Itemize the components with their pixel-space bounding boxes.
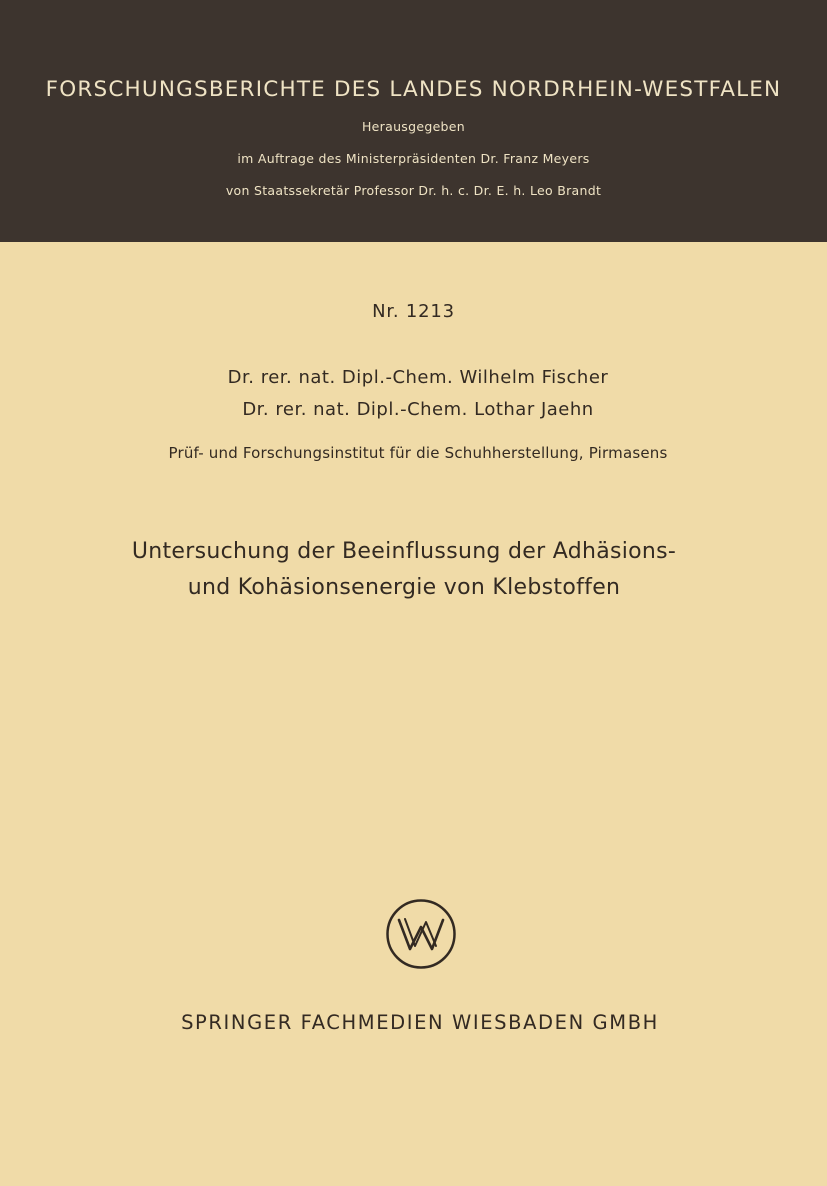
publisher-name: SPRINGER FACHMEDIEN WIESBADEN GMBH bbox=[181, 1011, 659, 1034]
author-2: Dr. rer. nat. Dipl.-Chem. Lothar Jaehn bbox=[242, 399, 594, 420]
publisher-logo-icon bbox=[384, 897, 458, 971]
author-1: Dr. rer. nat. Dipl.-Chem. Wilhelm Fischer bbox=[227, 367, 609, 388]
book-title-line-2: und Kohäsionsenergie von Klebstoffen bbox=[187, 575, 621, 600]
institute: Prüf- und Forschungsinstitut für die Schuhherstellung, Pirmasens bbox=[168, 444, 668, 462]
header-band bbox=[0, 0, 827, 242]
book-title-line-1: Untersuchung der Beeinflussung der Adhäsions- bbox=[131, 539, 677, 564]
report-number: Nr. 1213 bbox=[372, 301, 455, 322]
editor-line-editor: Herausgegeben bbox=[361, 119, 466, 134]
editor-line-secretary: von Staatssekretär Professor Dr. h. c. Dr. E. h. Leo Brandt bbox=[225, 183, 602, 198]
series-title: FORSCHUNGSBERICHTE DES LANDES NORDRHEIN-WESTFALEN bbox=[45, 77, 782, 102]
editor-line-commission: im Auftrage des Ministerpräsidenten Dr. Franz Meyers bbox=[237, 151, 590, 166]
